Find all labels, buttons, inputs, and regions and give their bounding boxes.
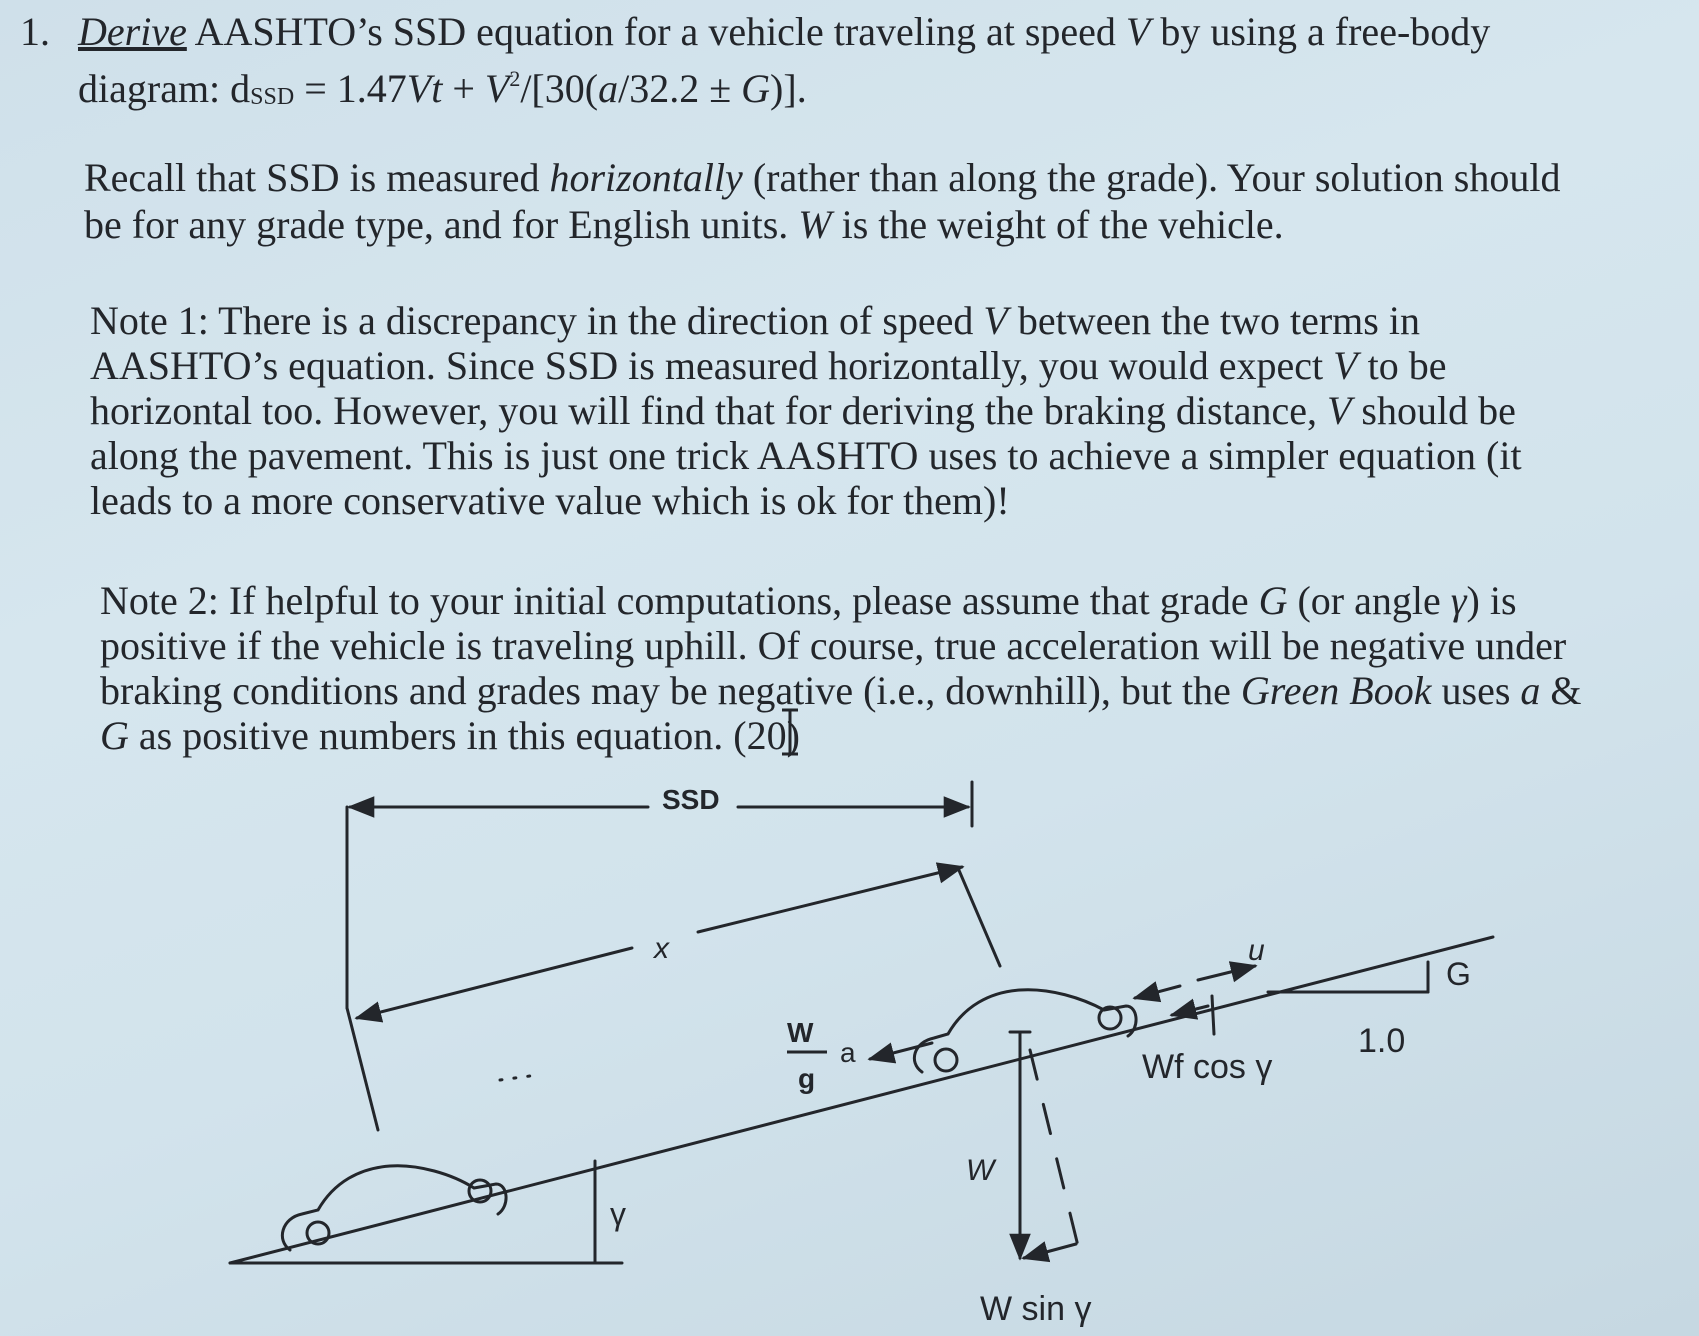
question-number: 1. (20, 9, 50, 54)
u-label: u (1248, 934, 1265, 967)
weight-sin-component (1024, 1244, 1076, 1258)
normal-component-dashed (1030, 1050, 1078, 1246)
lower-car (282, 1166, 506, 1250)
dot-trail (500, 1076, 530, 1080)
x-arrow-right (698, 867, 962, 932)
note-2: Note 2: If helpful to your initial computations, please assume that grade G (or angle γ) is positive if the vehicle is traveling uphill. Of course, true acceleration will be negative under braking conditions and grades may be negative (i.e., downhill), but the Green Book uses a & G as positive numbers in this equation. (20) (100, 578, 1582, 758)
run-label: 1.0 (1358, 1022, 1406, 1060)
inertia-force-arrow (870, 1043, 932, 1059)
x-dimension-right-ext (958, 868, 1000, 966)
weight-sin-label: W sin γ (980, 1290, 1092, 1328)
weight-label: W (966, 1154, 995, 1187)
question-intro (78, 8, 1490, 121)
u-velocity-arrow-right (1198, 966, 1255, 980)
road-grade-line (230, 937, 1493, 1263)
x-dimension-left-ext (347, 1008, 378, 1130)
x-label: x (654, 932, 669, 965)
note-1: Note 1: There is a discrepancy in the direction of speed V between the two terms in AASHTO’s equation. Since SSD is measured horizontally, you would expect V to be horizontal too. However, you will find that for deriving the braking distance, V should be along the pavement. This is just one trick AASHTO uses to achieve a simpler equation (it leads to a more conservative value which is ok for them)! (90, 298, 1522, 523)
upper-car-rear-wheel (935, 1049, 957, 1071)
force-g-denominator: g (798, 1063, 816, 1094)
ssd-label: SSD (662, 784, 720, 815)
friction-tick (1212, 996, 1214, 1034)
u-velocity-arrow-left (1135, 986, 1180, 998)
friction-label: Wf cos γ (1142, 1048, 1273, 1086)
recall-paragraph: Recall that SSD is measured horizontally (rather than along the grade). Your solution should be for any grade type, and for English units. W is the weight of the vehicle. (84, 155, 1561, 247)
force-w-numerator: W (787, 1017, 814, 1048)
intro-equation-line: diagram: $d_{SSD} = 1.47Vt + V^2/[30(a/32.2 \pm G)]$. (78, 66, 807, 111)
derive-word: Derive (78, 9, 187, 54)
free-body-diagram (0, 770, 1699, 1336)
angle-gamma-label: γ (610, 1196, 626, 1232)
text-cursor-icon (781, 708, 799, 756)
g-label: G (1446, 956, 1471, 992)
force-accel-label: a (840, 1037, 856, 1068)
intro-line-1: Derive AASHTO’s SSD equation for a vehicle traveling at speed V by using a free-body (78, 9, 1491, 54)
x-arrow-left (357, 948, 632, 1018)
